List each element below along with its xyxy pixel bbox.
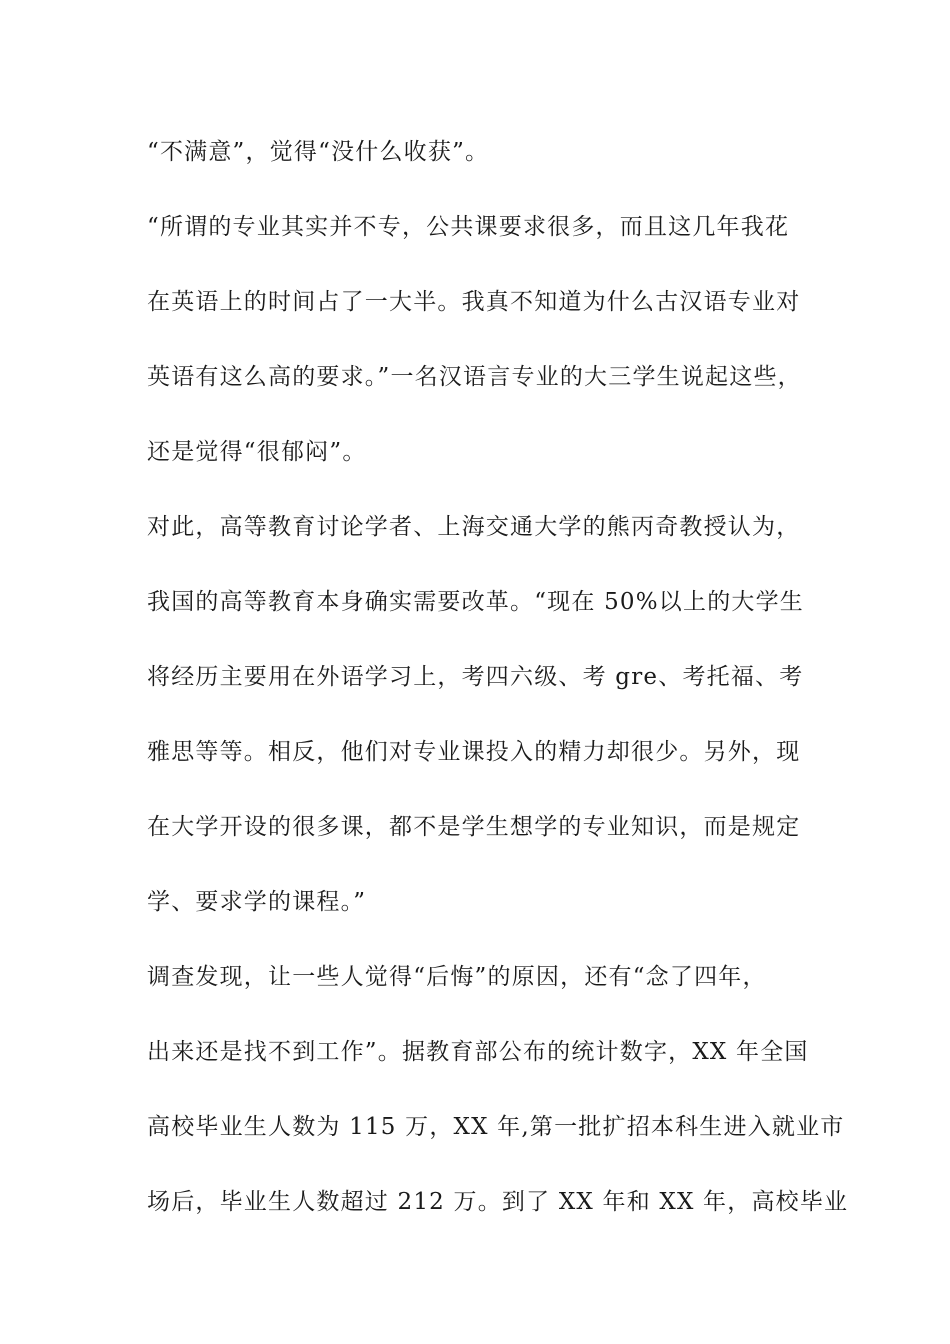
text-line: 我国的高等教育本身确实需要改革。“现在 50%以上的大学生 [147,589,804,615]
text-line: 高校毕业生人数为 115 万，XX 年,第一批扩招本科生进入就业市 [147,1114,845,1140]
text-line: 场后，毕业生人数超过 212 万。到了 XX 年和 XX 年，高校毕业 [147,1189,849,1215]
text-line: 英语有这么高的要求。”一名汉语言专业的大三学生说起这些， [147,364,802,390]
text-line: 将经历主要用在外语学习上，考四六级、考 gre、考托福、考 [147,664,804,690]
text-line: 还是觉得“很郁闷”。 [147,439,367,465]
text-line: 在英语上的时间占了一大半。我真不知道为什么古汉语专业对 [147,289,801,315]
text-line: 雅思等等。相反，他们对专业课投入的精力却很少。另外，现 [147,739,801,765]
text-line: 调查发现，让一些人觉得“后悔”的原因，还有“念了四年， [147,964,767,990]
text-line: “所谓的专业其实并不专，公共课要求很多，而且这几年我花 [147,214,790,240]
text-line: “不满意”，觉得“没什么收获”。 [147,139,490,165]
text-line: 学、要求学的课程。” [147,889,367,915]
text-line: 出来还是找不到工作”。据教育部公布的统计数字，XX 年全国 [147,1039,809,1065]
text-line: 对此，高等教育讨论学者、上海交通大学的熊丙奇教授认为， [147,514,801,540]
text-line: 在大学开设的很多课，都不是学生想学的专业知识，而是规定 [147,814,801,840]
